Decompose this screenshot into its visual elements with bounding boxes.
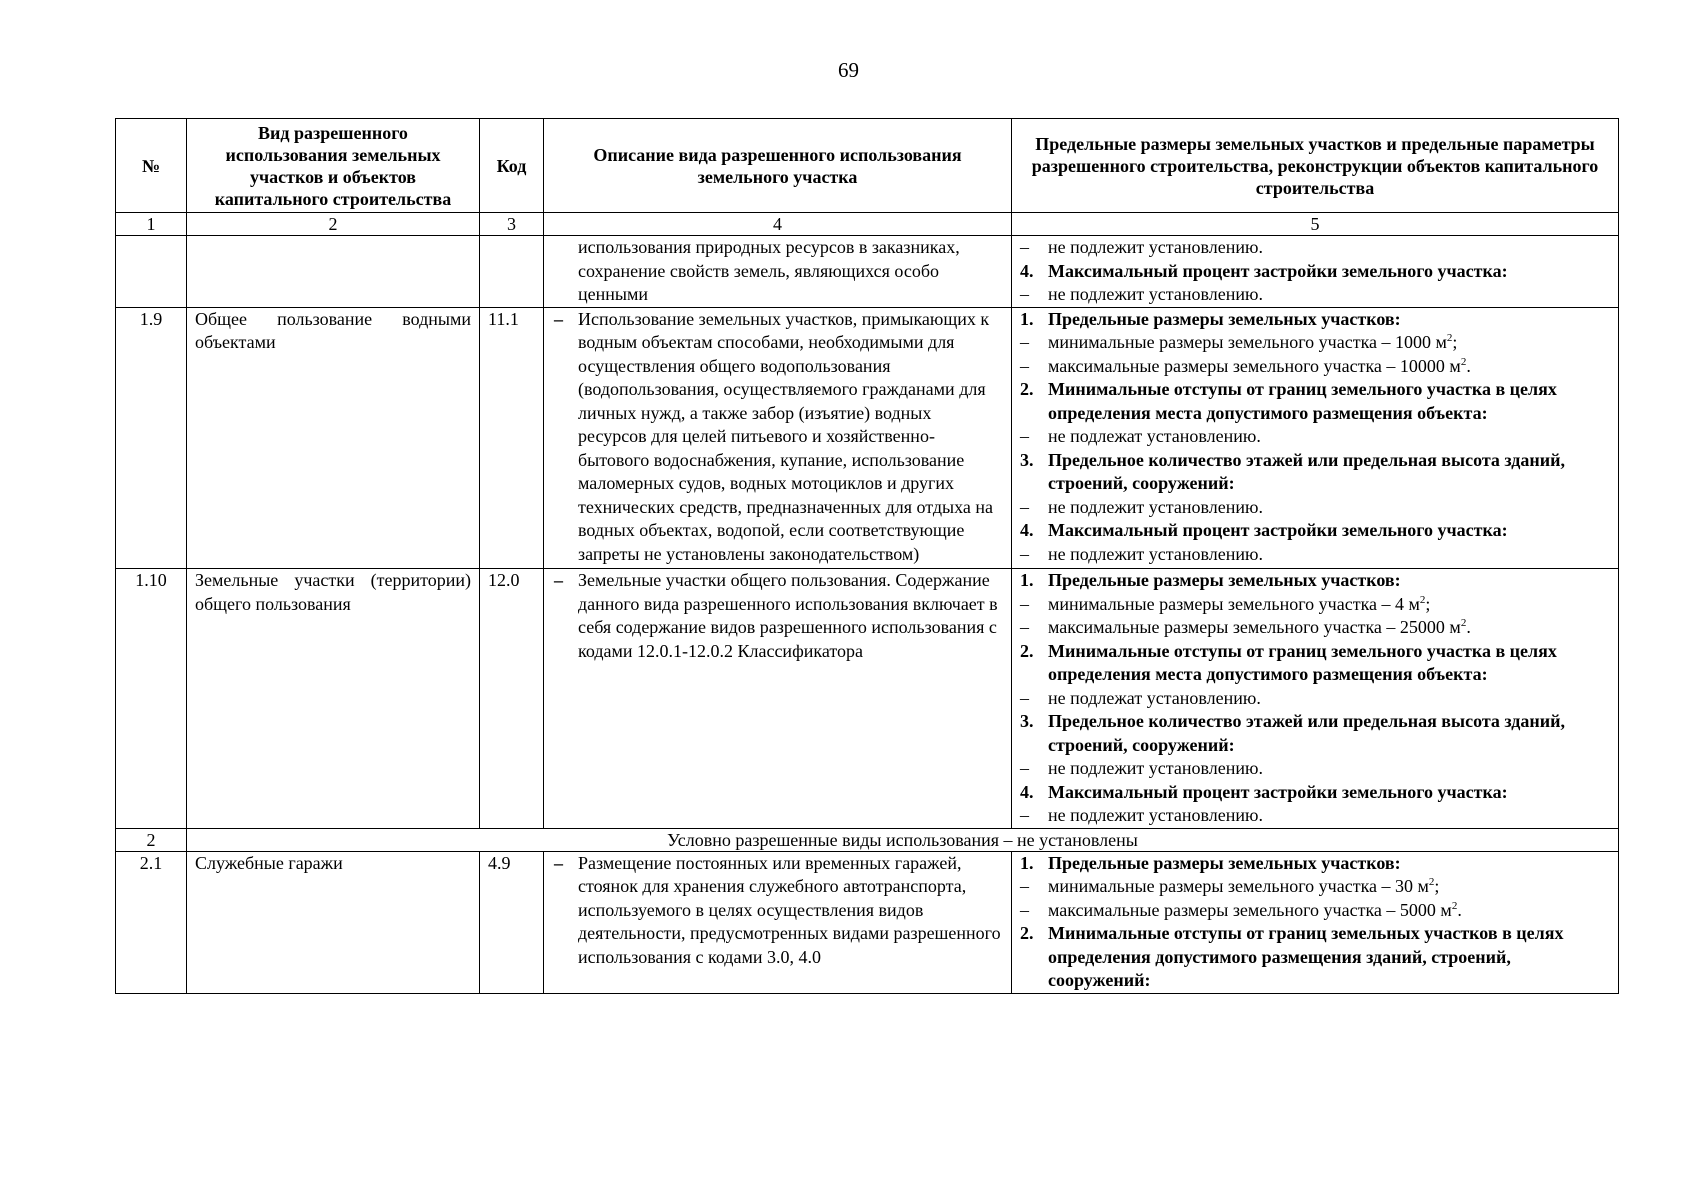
parameter-value	[1020, 593, 1610, 617]
use-code: 12.0	[480, 569, 544, 829]
header-code: Код	[480, 119, 544, 213]
list-marker: 2.	[1020, 379, 1034, 399]
parameter-text: не подлежит установлению.	[1048, 496, 1263, 517]
list-marker: –	[1020, 876, 1029, 896]
parameter-value	[1020, 899, 1610, 923]
description-cell	[544, 236, 1012, 308]
description-text: использования природных ресурсов в заказниках, сохранение свойств земель, являющихся особо ценными	[578, 237, 960, 304]
table-row	[116, 851, 1619, 993]
list-marker: –	[1020, 426, 1029, 446]
superscript: 2	[1446, 332, 1453, 344]
parameter-value	[1020, 804, 1610, 828]
list-marker: –	[1020, 543, 1029, 564]
parameter-value	[1020, 616, 1610, 640]
parameter-text: Предельные размеры земельных участков:	[1048, 852, 1401, 873]
parameter-text: Предельные размеры земельных участков:	[1048, 308, 1401, 329]
parameter-text: не подлежит установлению.	[1048, 237, 1263, 257]
list-marker: –	[1020, 617, 1029, 637]
description-text: Размещение постоянных или временных гаражей, стоянок для хранения служебного автотранспорта, используемого в целях осуществления видов деятельности, предусмотренных видами разрешенного использования с кодами 3.0, 4.0	[578, 852, 1001, 967]
section-number: 2	[116, 828, 187, 851]
params-cell	[1012, 236, 1619, 308]
params-cell	[1012, 569, 1619, 829]
parameter-text: Предельное количество этажей или предельная высота зданий, строений, сооружений:	[1048, 711, 1566, 755]
list-marker: 4.	[1020, 520, 1034, 540]
parameter-heading	[1020, 378, 1610, 425]
list-marker: 1.	[1020, 308, 1034, 329]
superscript: 2	[1460, 617, 1467, 629]
parameter-text: минимальные размеры земельного участка – 1000 $м^2$;	[1048, 332, 1458, 352]
parameter-text: Предельные размеры земельных участков:	[1048, 570, 1401, 590]
column-number: 1	[116, 213, 187, 236]
parameter-text: Минимальные отступы от границ земельных участков в целях определения допустимого размещения зданий, строений, сооружений:	[1048, 923, 1564, 990]
use-type-name: Служебные гаражи	[187, 851, 480, 993]
parameter-heading	[1020, 569, 1610, 593]
list-marker: 4.	[1020, 260, 1034, 281]
list-marker: 2.	[1020, 640, 1034, 661]
parameter-text: Минимальные отступы от границ земельного участка в целях определения места допустимого размещения объекта:	[1048, 379, 1557, 423]
list-marker: –	[1020, 758, 1029, 778]
parameter-text: максимальные размеры земельного участка – 5000 $м^2$.	[1048, 899, 1462, 920]
list-marker: –	[1020, 687, 1029, 708]
dash-marker: –	[554, 308, 563, 329]
parameter-text: Минимальные отступы от границ земельного участка в целях определения места допустимого размещения объекта:	[1048, 640, 1557, 684]
list-marker: –	[1020, 332, 1029, 352]
parameter-value	[1020, 757, 1610, 781]
use-type-name: Общее пользование водными объектами	[187, 307, 480, 569]
parameter-text: Максимальный процент застройки земельного участка:	[1048, 781, 1508, 802]
use-type-name: Земельные участки (территории) общего пользования	[187, 569, 480, 829]
description-cell	[544, 851, 1012, 993]
parameter-heading	[1020, 781, 1610, 805]
description-text: Использование земельных участков, примыкающих к водным объектам способами, необходимыми для осуществления общего водопользования (водопользования, осуществляемого гражданами для личных нужд, а также забор (изъятие) водных ресурсов для целей питьевого и хозяйственно-бытового водоснабжения, купание, использование маломерных судов, водных мотоциклов и других технических средств, предназначенных для отдыха на водных объектах, водопой, если соответствующие запреты не установлены законодательством)	[578, 308, 994, 564]
list-marker: –	[1020, 593, 1029, 614]
superscript: 2	[1460, 355, 1467, 368]
header-description: Описание вида разрешенного использования земельного участка	[544, 119, 1012, 213]
dash-marker: –	[554, 852, 563, 873]
row-number: 1.10	[116, 569, 187, 829]
page-number: 69	[838, 58, 859, 82]
header-use-type: Вид разрешенного использования земельных участков и объектов капитального строительства	[187, 119, 480, 213]
description-cell	[544, 569, 1012, 829]
table-row	[116, 569, 1619, 829]
parameter-text: минимальные размеры земельного участка – 4 $м^2$;	[1048, 593, 1431, 614]
parameter-value	[1020, 355, 1610, 379]
parameter-text: не подлежат установлению.	[1048, 426, 1261, 446]
column-number: 5	[1012, 213, 1619, 236]
parameter-value	[1020, 425, 1610, 449]
list-marker: 1.	[1020, 570, 1034, 590]
parameter-value	[1020, 543, 1610, 567]
parameter-value	[1020, 236, 1610, 260]
superscript: 2	[1419, 593, 1426, 606]
list-marker: 3.	[1020, 449, 1034, 470]
parameter-text: не подлежит установлению.	[1048, 284, 1263, 304]
parameter-value	[1020, 283, 1610, 307]
land-use-table	[115, 118, 1619, 994]
parameter-heading	[1020, 260, 1610, 284]
description-cell	[544, 307, 1012, 569]
parameter-text: не подлежит установлению.	[1048, 758, 1263, 778]
table-row-continued	[116, 236, 1619, 308]
parameter-heading	[1020, 922, 1610, 993]
superscript: 2	[1428, 876, 1435, 888]
parameter-heading	[1020, 852, 1610, 876]
list-marker: 1.	[1020, 852, 1034, 873]
superscript: 2	[1451, 899, 1458, 912]
list-marker: –	[1020, 284, 1029, 304]
row-number: 1.9	[116, 307, 187, 569]
list-marker: –	[1020, 355, 1029, 376]
parameter-value	[1020, 496, 1610, 520]
parameter-text: Максимальный процент застройки земельного участка:	[1048, 520, 1508, 540]
list-marker: –	[1020, 899, 1029, 920]
parameter-text: Предельное количество этажей или предельная высота зданий, строений, сооружений:	[1048, 449, 1566, 493]
dash-marker: –	[554, 570, 563, 590]
parameter-heading	[1020, 519, 1610, 543]
parameter-value	[1020, 687, 1610, 711]
list-marker: 3.	[1020, 711, 1034, 731]
section-title: Условно разрешенные виды использования – не установлены	[187, 828, 1619, 851]
parameter-heading	[1020, 640, 1610, 687]
table-row	[116, 307, 1619, 569]
parameter-text: максимальные размеры земельного участка – 25000 $м^2$.	[1048, 617, 1471, 637]
section-row	[116, 828, 1619, 851]
list-marker: 2.	[1020, 923, 1034, 943]
list-marker: 4.	[1020, 781, 1034, 802]
params-cell	[1012, 307, 1619, 569]
header-parameters: Предельные размеры земельных участков и предельные параметры разрешенного строительства, реконструкции объектов капитального строительства	[1012, 119, 1619, 213]
header-no: №	[116, 119, 187, 213]
list-marker: –	[1020, 237, 1029, 257]
use-code: 4.9	[480, 851, 544, 993]
row-number: 2.1	[116, 851, 187, 993]
parameter-text: максимальные размеры земельного участка – 10000 $м^2$.	[1048, 355, 1471, 376]
parameter-value	[1020, 875, 1610, 899]
use-code: 11.1	[480, 307, 544, 569]
column-number: 3	[480, 213, 544, 236]
header-row	[116, 119, 1619, 213]
description-text: Земельные участки общего пользования. Содержание данного вида разрешенного использования включает в себя содержание видов разрешенного использования с кодами 12.0.1-12.0.2 Классификатора	[578, 570, 998, 661]
column-number-row	[116, 213, 1619, 236]
parameter-text: Максимальный процент застройки земельного участка:	[1048, 260, 1508, 281]
parameter-text: не подлежит установлению.	[1048, 543, 1263, 564]
parameter-heading	[1020, 308, 1610, 332]
list-marker: –	[1020, 805, 1029, 825]
parameter-text: не подлежат установлению.	[1048, 687, 1261, 708]
parameter-heading	[1020, 449, 1610, 496]
params-cell	[1012, 851, 1619, 993]
parameter-text: минимальные размеры земельного участка – 30 $м^2$;	[1048, 876, 1440, 896]
list-marker: –	[1020, 496, 1029, 517]
column-number: 2	[187, 213, 480, 236]
parameter-text: не подлежит установлению.	[1048, 805, 1263, 825]
column-number: 4	[544, 213, 1012, 236]
parameter-value	[1020, 331, 1610, 355]
parameter-heading	[1020, 710, 1610, 757]
